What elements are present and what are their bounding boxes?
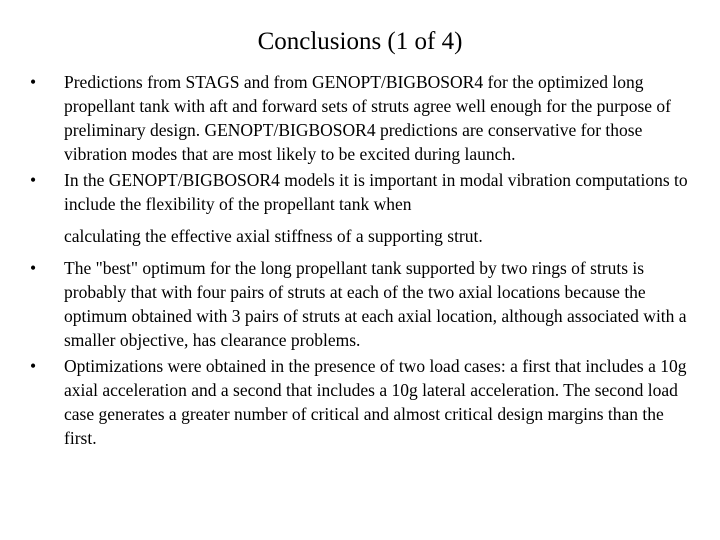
slide-title: Conclusions (1 of 4) [257,28,463,55]
bullet-list [30,70,690,450]
bullet-item-4 [30,354,690,450]
bullet-icon: • [30,72,37,92]
bullet-item-3 [30,256,690,352]
bullet-text: The "best" optimum for the long propellant tank supported by two rings of struts is probably that with four pairs of struts at each of the two axial locations because the optimum obtained with 3 pairs of struts at each axial location, although associated with a smaller objective, has clearance problems. [64,258,687,350]
bullet-icon: • [30,170,37,190]
bullet-text: Optimizations were obtained in the presence of two load cases: a first that includes a 10g axial acceleration and a second that includes a 10g lateral acceleration. The second load case generates a greater number of critical and almost critical design margins than the first. [64,356,687,448]
bullet-continuation-text: calculating the effective axial stiffness of a supporting strut. [64,226,483,246]
bullet-item-1 [30,70,690,166]
bullet-text: Predictions from STAGS and from GENOPT/BIGBOSOR4 for the optimized long propellant tank with aft and forward sets of struts agree well enough for the purpose of preliminary design. GENOPT/BIGBOSOR4 predictions are conservative for those vibration modes that are most likely to be excited during launch. [64,72,671,164]
bullet-item-2 [30,168,690,248]
bullet-icon: • [30,258,37,278]
bullet-icon: • [30,356,37,376]
bullet-text: In the GENOPT/BIGBOSOR4 models it is important in modal vibration computations to include the flexibility of the propellant tank when [64,170,688,214]
